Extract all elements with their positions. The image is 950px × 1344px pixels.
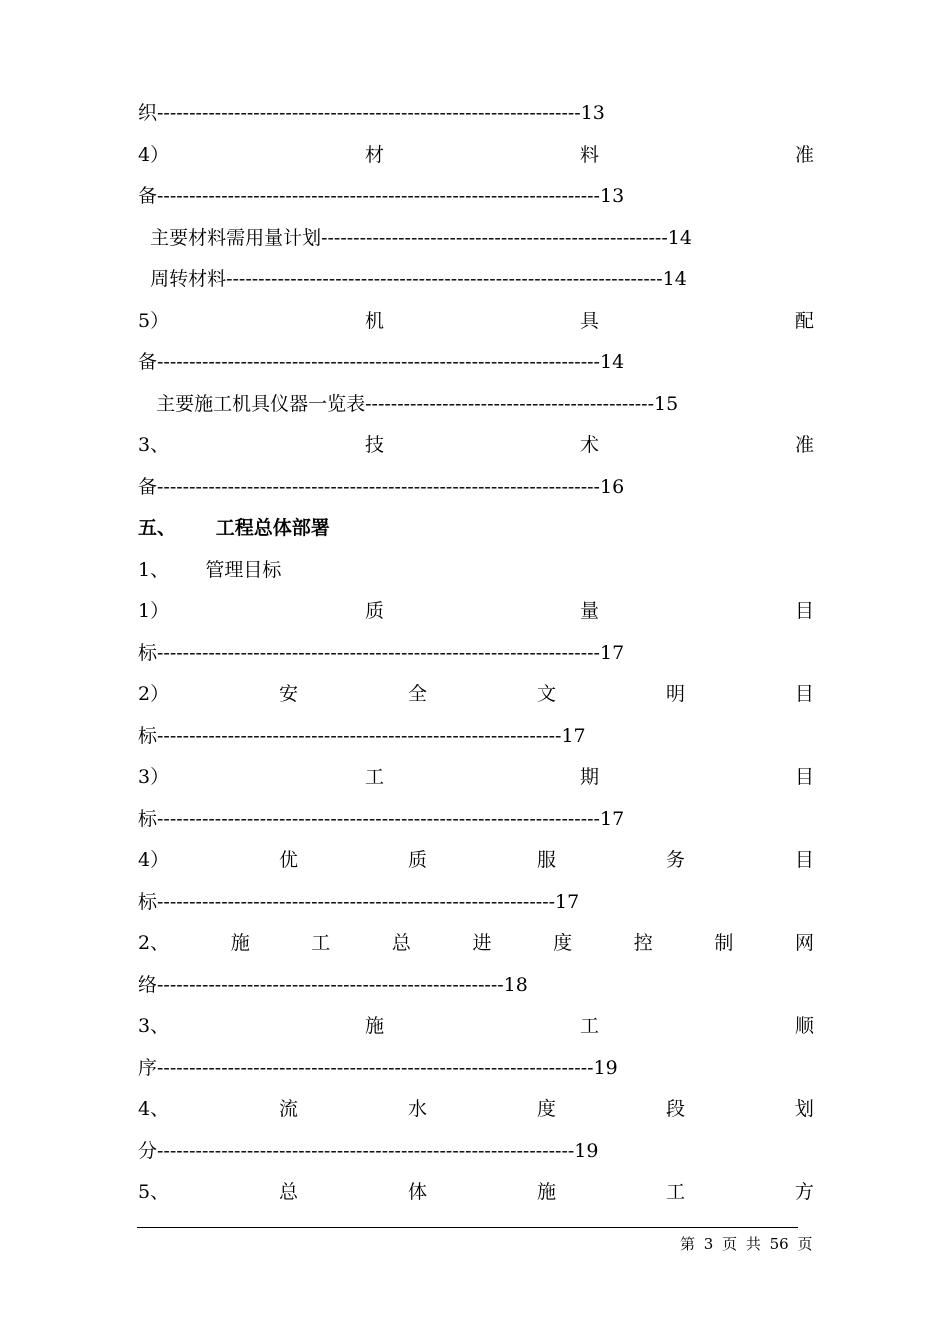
- toc-title-part: 4、: [138, 1098, 170, 1120]
- toc-entry-leader: 标---------------------------------------------------------------------17: [138, 641, 625, 664]
- toc-title-part: 术: [580, 434, 600, 456]
- toc-entry-leader: 标---------------------------------------------------------------17: [138, 724, 586, 747]
- toc-title-part: 控: [633, 932, 653, 954]
- toc-title-part: 施: [365, 1015, 385, 1037]
- toc-title-part: 技: [365, 434, 385, 456]
- toc-entry-title: [138, 1177, 814, 1207]
- toc-title-part: 5）: [138, 309, 170, 332]
- toc-entry-leader: 主要材料需用量计划------------------------------------------------------14: [138, 226, 692, 249]
- toc-title-part: 质: [365, 600, 385, 622]
- toc-title-part: 明: [665, 683, 685, 705]
- toc-title-part: 总: [391, 932, 411, 954]
- toc-title-part: 体: [408, 1181, 428, 1203]
- toc-title-part: 目: [794, 683, 814, 705]
- toc-title-part: 段: [665, 1098, 685, 1120]
- toc-title-part: 目: [794, 766, 814, 788]
- toc-entry-leader: 1、 管理目标: [138, 558, 282, 581]
- toc-title-part: 工: [580, 1015, 600, 1037]
- footer-rule: [137, 1227, 798, 1228]
- toc-title-part: 工: [311, 932, 331, 954]
- toc-title-part: 方: [794, 1181, 814, 1203]
- toc-title-part: 度: [553, 932, 573, 954]
- toc-title-part: 目: [794, 849, 814, 871]
- toc-title-part: 安: [279, 683, 299, 705]
- toc-title-part: 全: [408, 683, 428, 705]
- toc-title-part: 进: [472, 932, 492, 954]
- toc-entry-leader: 主要施工机具仪器一览表---------------------------------------------15: [138, 392, 679, 415]
- toc-title-part: 材: [365, 143, 385, 166]
- toc-title-part: 质: [408, 849, 428, 871]
- toc-title-part: 量: [580, 600, 600, 622]
- toc-title-part: 制: [714, 932, 734, 954]
- toc-title-part: 配: [794, 309, 814, 332]
- toc-title-part: 度: [536, 1098, 556, 1120]
- toc-title-part: 工: [365, 766, 385, 788]
- toc-title-part: 施: [230, 932, 250, 954]
- toc-entry-leader: 分-----------------------------------------------------------------19: [138, 1139, 599, 1162]
- toc-title-part: 机: [365, 309, 385, 332]
- toc-title-part: 3）: [138, 766, 170, 788]
- toc-title-part: 总: [279, 1181, 299, 1203]
- toc-title-part: 4）: [138, 849, 170, 871]
- toc-title-part: 网: [794, 932, 814, 954]
- toc-entry-title: [138, 845, 814, 875]
- toc-title-part: 准: [794, 434, 814, 456]
- toc-title-part: 期: [580, 766, 600, 788]
- toc-entry-leader: 标--------------------------------------------------------------17: [138, 890, 580, 913]
- toc-entry-leader: 络------------------------------------------------------18: [138, 973, 528, 996]
- toc-title-part: 4）: [138, 143, 170, 166]
- toc-entry-title: [138, 306, 814, 336]
- toc-entry-leader: 备---------------------------------------------------------------------16: [138, 475, 625, 498]
- toc-title-part: 3、: [138, 1015, 170, 1037]
- toc-title-part: 工: [665, 1181, 685, 1203]
- toc-title-part: 优: [279, 849, 299, 871]
- toc-entry-title: [138, 679, 814, 709]
- page-footer: 第 3 页 共 56 页: [680, 1235, 813, 1253]
- toc-title-part: 施: [536, 1181, 556, 1203]
- section-heading: 五、 工程总体部署: [138, 517, 330, 539]
- toc-entry-leader: 周转材料--------------------------------------------------------------------14: [138, 268, 687, 290]
- toc-title-part: 顺: [794, 1015, 814, 1037]
- toc-title-part: 水: [408, 1098, 428, 1120]
- toc-title-part: 料: [580, 143, 600, 166]
- toc-title-part: 服: [536, 849, 556, 871]
- toc-entry-title: [138, 762, 814, 792]
- toc-entry-title: [138, 596, 814, 626]
- toc-title-part: 3、: [138, 434, 170, 456]
- toc-entry-leader: 标---------------------------------------------------------------------17: [138, 807, 625, 830]
- toc-entry-leader: 织------------------------------------------------------------------13: [138, 102, 605, 124]
- toc-title-part: 2、: [138, 932, 170, 954]
- toc-entry-title: [138, 928, 814, 958]
- toc-title-part: 2）: [138, 683, 170, 705]
- toc-title-part: 准: [794, 143, 814, 166]
- toc-title-part: 流: [279, 1098, 299, 1120]
- toc-entry-title: [138, 140, 814, 170]
- toc-entry-leader: 序--------------------------------------------------------------------19: [138, 1056, 618, 1079]
- toc-title-part: 划: [794, 1098, 814, 1120]
- toc-title-part: 1）: [138, 600, 170, 622]
- toc-title-part: 具: [580, 309, 600, 332]
- toc-title-part: 务: [665, 849, 685, 871]
- toc-entry-leader: 备---------------------------------------------------------------------14: [138, 351, 625, 373]
- toc-entry-title: [138, 430, 814, 460]
- toc-entry-title: [138, 1011, 814, 1041]
- toc-entry-title: [138, 1094, 814, 1124]
- toc-title-part: 目: [794, 600, 814, 622]
- toc-entry-leader: 备---------------------------------------------------------------------13: [138, 185, 625, 207]
- toc-title-part: 5、: [138, 1181, 170, 1203]
- toc-title-part: 文: [536, 683, 556, 705]
